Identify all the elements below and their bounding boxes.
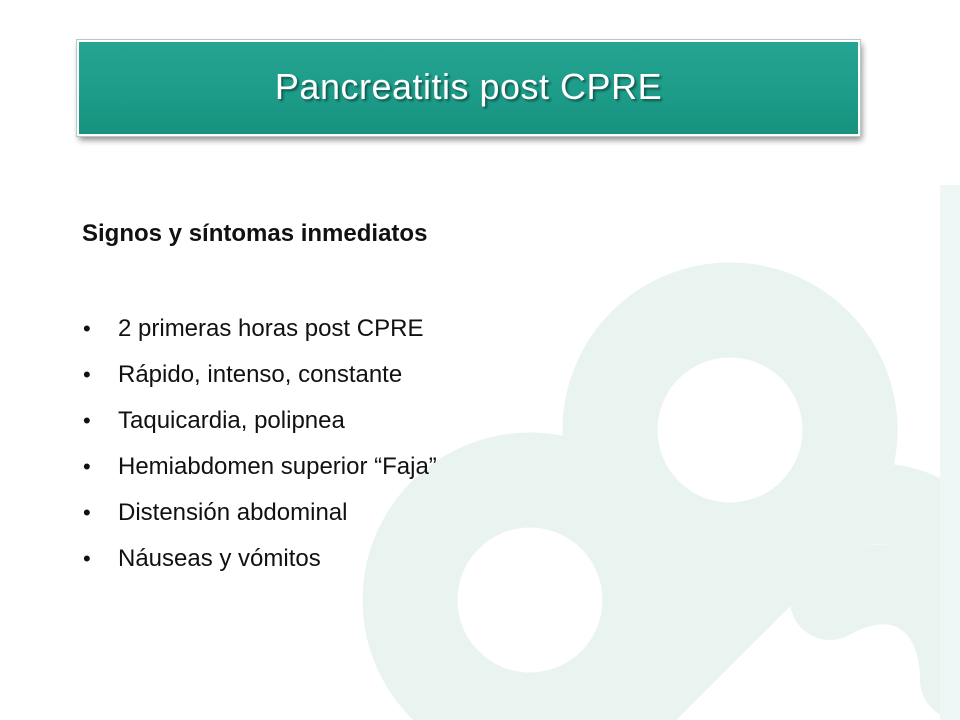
bullet-icon: • [83, 316, 91, 341]
bullet-icon: • [83, 500, 91, 525]
bullet-icon: • [83, 454, 91, 479]
slide-title: Pancreatitis post CPRE [274, 66, 663, 107]
slide-content [82, 214, 782, 582]
bullet-text: Náuseas y vómitos [118, 545, 321, 572]
bullet-icon: • [83, 362, 91, 387]
list-item [82, 536, 782, 582]
bullet-text: Distensión abdominal [118, 499, 348, 526]
bullet-list [82, 306, 782, 582]
section-heading: Signos y síntomas inmediatos [82, 220, 428, 247]
bullet-text: 2 primeras horas post CPRE [118, 315, 424, 342]
bullet-icon: • [83, 408, 91, 433]
bullet-text: Hemiabdomen superior “Faja” [118, 453, 437, 480]
bullet-text: Rápido, intenso, constante [118, 361, 403, 388]
list-item [82, 352, 782, 398]
bullet-icon: • [83, 546, 91, 571]
list-item [82, 398, 782, 444]
bullet-text: Taquicardia, polipnea [118, 407, 345, 434]
list-item [82, 306, 782, 352]
title-banner [77, 40, 860, 136]
list-item [82, 490, 782, 536]
list-item [82, 444, 782, 490]
